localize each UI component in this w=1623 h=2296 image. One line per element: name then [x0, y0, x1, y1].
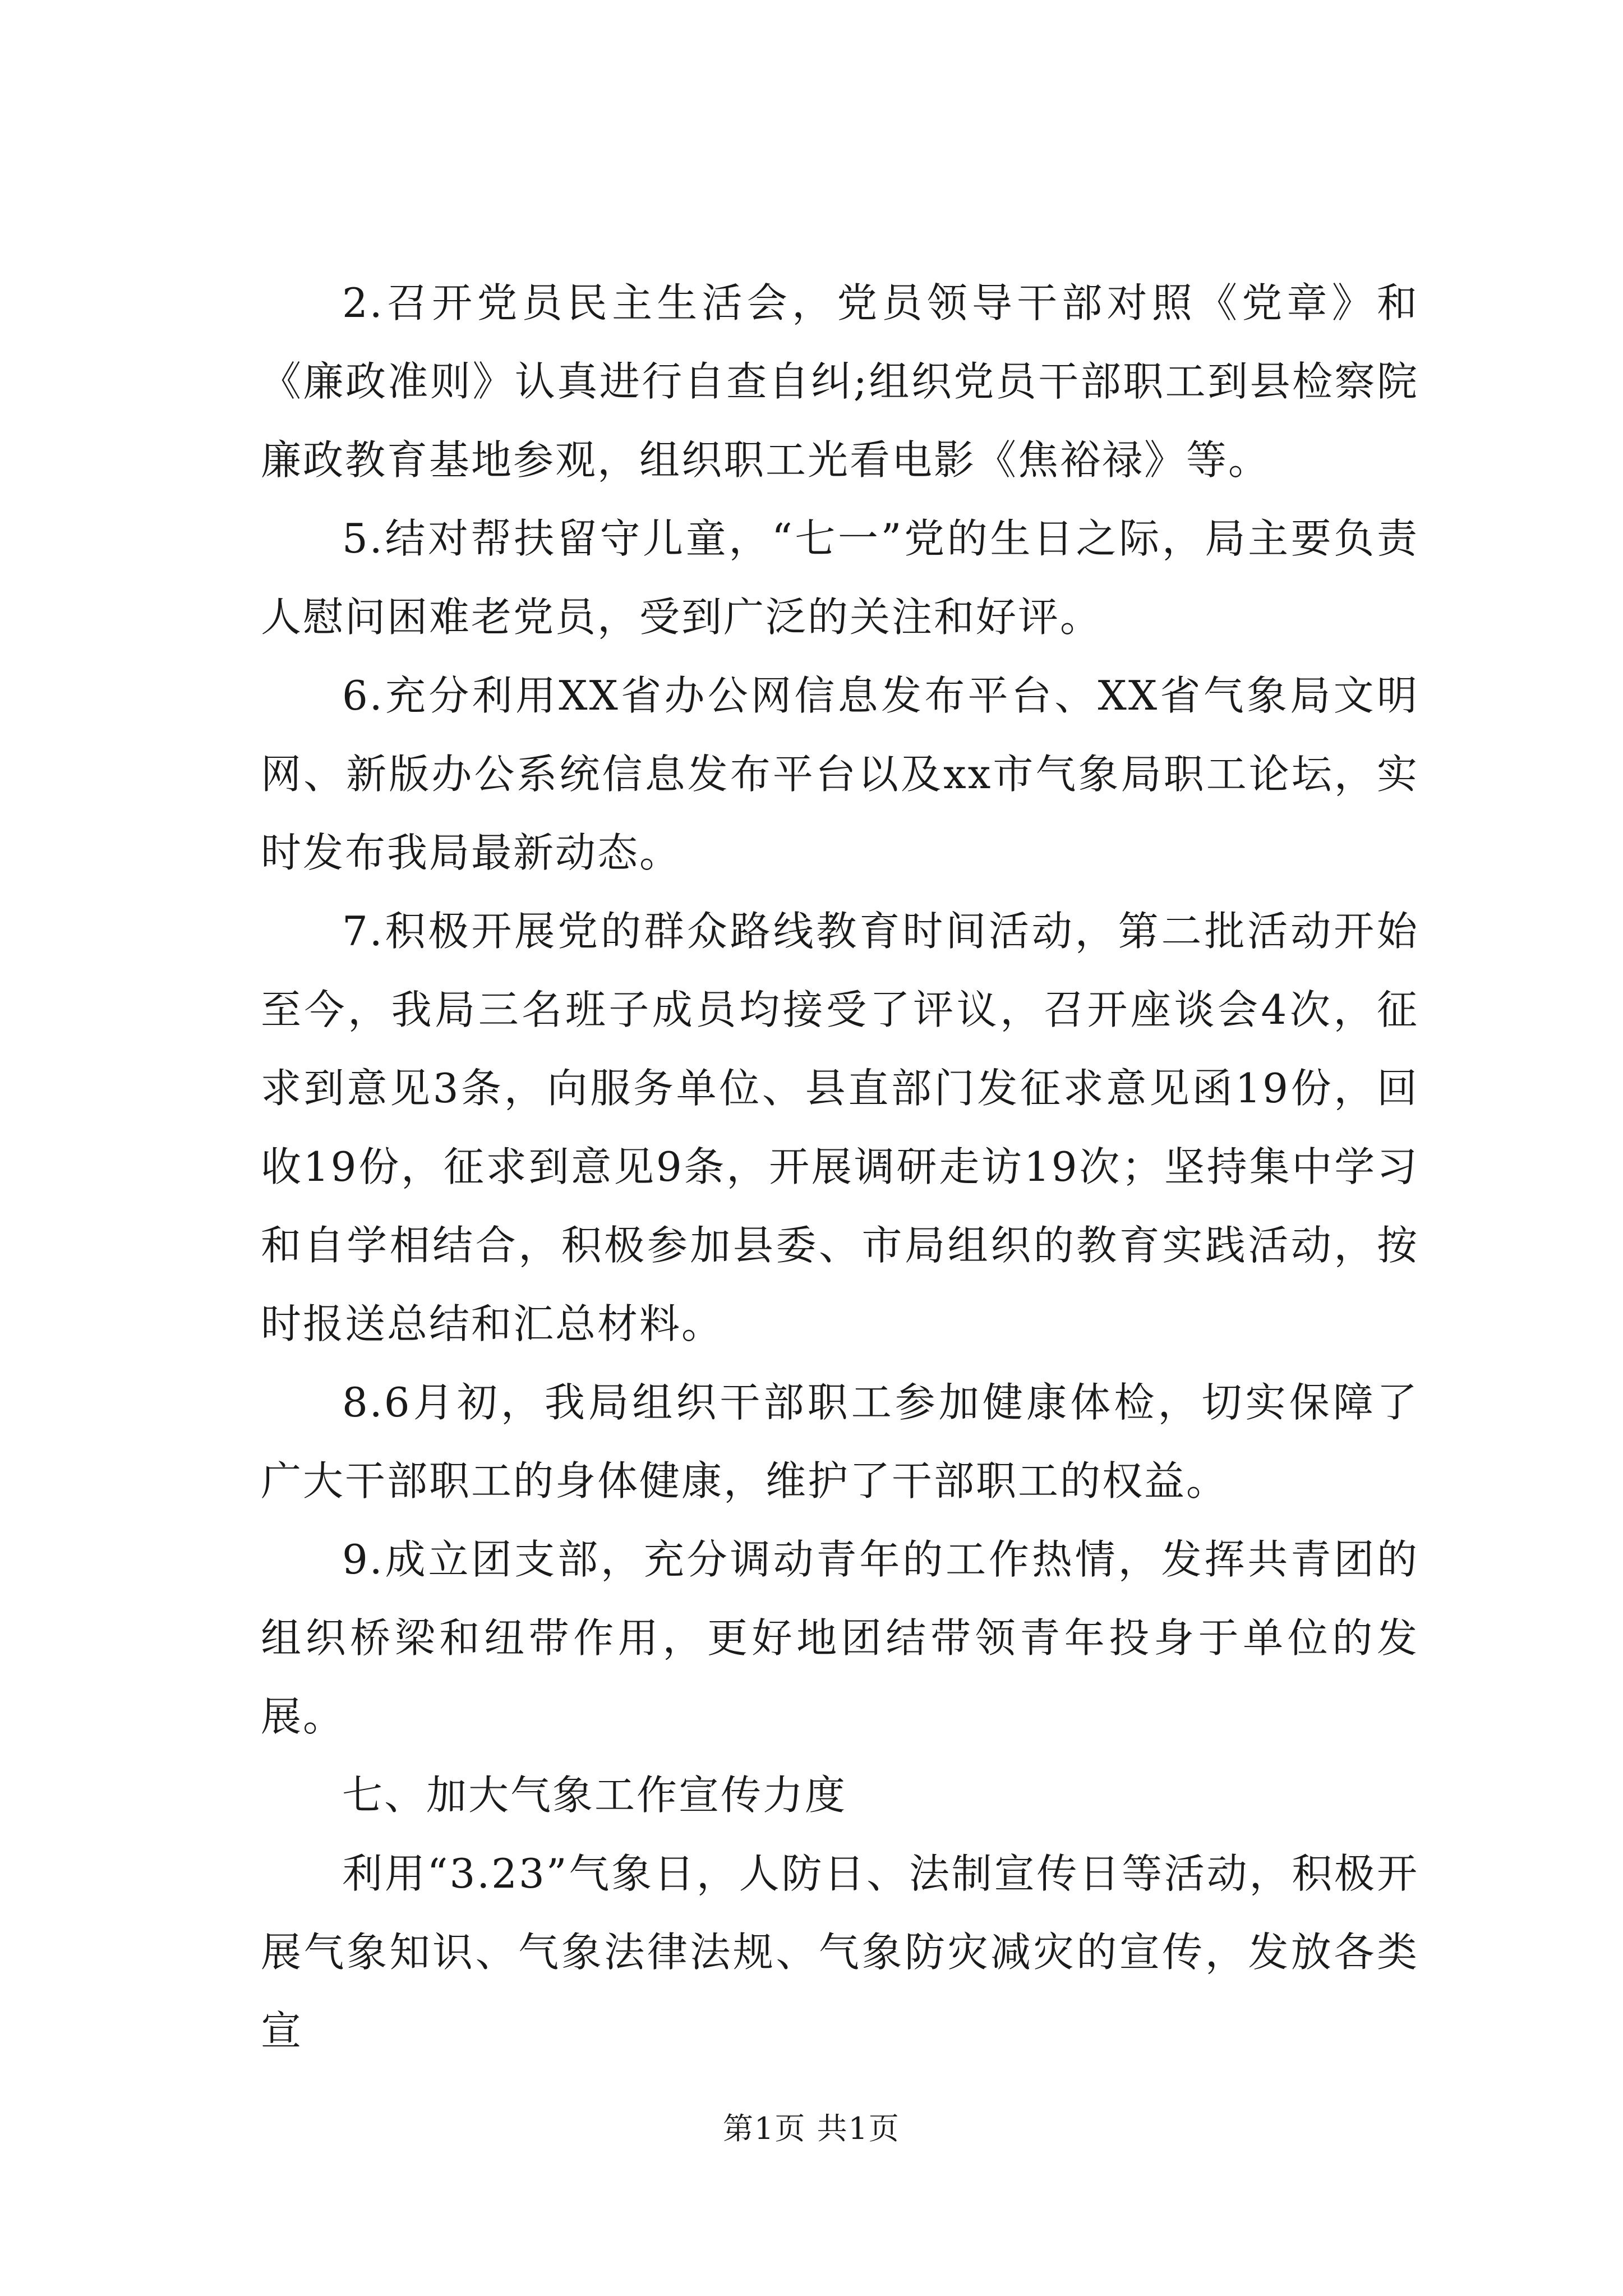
paragraph-item-5: 5.结对帮扶留守儿童，“七一”党的生日之际，局主要负责人慰问困难老党员，受到广泛的关注和好评。 — [261, 515, 1419, 641]
paragraph-item-2: 2.召开党员民主生活会，党员领导干部对照《党章》和《廉政准则》认真进行自查自纠;组织党员干部职工到县检察院廉政教育基地参观，组织职工光看电影《焦裕禄》等。 — [261, 279, 1419, 484]
paragraph-publicity: 利用“3.23”气象日，人防日、法制宣传日等活动，积极开展气象知识、气象法律法规、气象防灾减灾的宣传，发放各类宣 — [261, 1850, 1419, 2054]
document-body — [261, 264, 1419, 2070]
paragraph-item-7: 7.积极开展党的群众路线教育时间活动，第二批活动开始至今，我局三名班子成员均接受了评议，召开座谈会4次，征求到意见3条，向服务单位、县直部门发征求意见函19份，回收19份，征求到意见9条，开展调研走访19次；坚持集中学习和自学相结合，积极参加县委、市局组织的教育实践活动，按时报送总结和汇总材料。 — [261, 908, 1419, 1347]
paragraph-item-6: 6.充分利用XX省办公网信息发布平台、XX省气象局文明网、新版办公系统信息发布平台以及xx市气象局职工论坛，实时发布我局最新动态。 — [261, 672, 1419, 876]
paragraph-item-8: 8.6月初，我局组织干部职工参加健康体检，切实保障了广大干部职工的身体健康，维护了干部职工的权益。 — [261, 1379, 1419, 1504]
paragraph-item-9: 9.成立团支部，充分调动青年的工作热情，发挥共青团的组织桥梁和纽带作用，更好地团结带领青年投身于单位的发展。 — [261, 1536, 1419, 1740]
page-footer: 第1页 共1页 — [723, 2111, 900, 2146]
section-heading: 七、加大气象工作宣传力度 — [342, 1772, 847, 1819]
